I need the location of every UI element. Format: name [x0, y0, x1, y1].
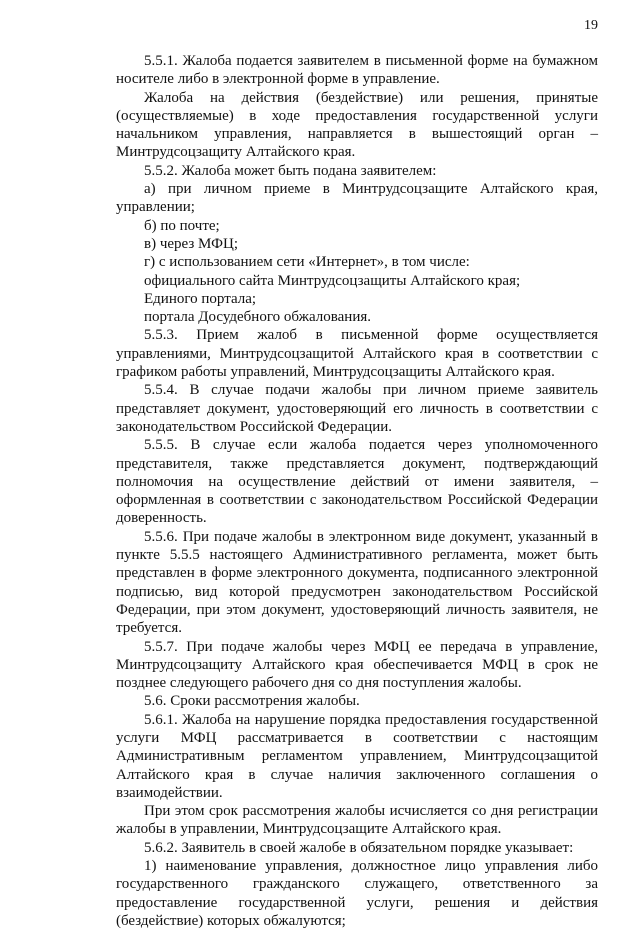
list-subitem-official-site: официального сайта Минтрудсоцзащиты Алтайского края;	[144, 272, 521, 289]
paragraph-5-5-7: 5.5.7. При подаче жалобы через МФЦ ее передача в управление, Минтрудсоцзащиту Алтайского края обеспечивается МФЦ в срок не позднее следующего рабочего дня со дня поступления жалобы.	[116, 638, 598, 692]
section-heading-5-6: 5.6. Сроки рассмотрения жалобы.	[144, 693, 360, 710]
paragraph-5-6-1: 5.6.1. Жалоба на нарушение порядка предоставления государственной услуги МФЦ рассматривается в соответствии с настоящим Административным регламентом управлением, Минтрудсоцзащитой Алтайского края в случае наличия заключенного соглашения о взаимодействии.	[116, 711, 598, 801]
paragraph-5-5-2: 5.5.2. Жалоба может быть подана заявителем:	[144, 162, 437, 179]
paragraph-appeal-higher-body: Жалоба на действия (бездействие) или решения, принятые (осуществляемые) в ходе предоставления государственной услуги начальником управления, направляется в вышестоящий орган – Минтрудсоцзащиту Алтайского края.	[116, 89, 598, 161]
paragraph-5-5-5: 5.5.5. В случае если жалоба подается через уполномоченного представителя, также представляется документ, подтверждающий полномочия на осуществление действий от имени заявителя, – оформленная в соответствии с законодательством Российской Федерации доверенность.	[116, 437, 598, 527]
paragraph-5-5-3: 5.5.3. Прием жалоб в письменной форме осуществляется управлениями, Минтрудсоцзащитой Алтайского края в соответствии с графиком работы управлений, Минтрудсоцзащиты Алтайского края.	[116, 327, 598, 381]
page-number: 19	[584, 18, 598, 33]
paragraph-review-period: При этом срок рассмотрения жалобы исчисляется со дня регистрации жалобы в управлении, Минтрудсоцзащите Алтайского края.	[116, 803, 598, 838]
paragraph-5-6-2: 5.6.2. Заявитель в своей жалобе в обязательном порядке указывает:	[144, 839, 574, 856]
list-subitem-pretrial-portal: портала Досудебного обжалования.	[144, 309, 371, 326]
paragraph-5-5-4: 5.5.4. В случае подачи жалобы при личном приеме заявитель представляет документ, удостоверяющий его личность в соответствии с законодательством Российской Федерации.	[116, 382, 598, 435]
paragraph-5-5-1: 5.5.1. Жалоба подается заявителем в письменной форме на бумажном носителе либо в электронной форме в управление.	[116, 53, 598, 88]
list-item-v: в) через МФЦ;	[144, 235, 239, 252]
list-item-b: б) по почте;	[144, 217, 220, 234]
paragraph-5-5-6: 5.5.6. При подаче жалобы в электронном виде документ, указанный в пункте 5.5.5 настоящего Административного регламента, может быть представлен в форме электронного документа, подписанного электронной подписью, вид которой предусмотрен законодательством Российской Федерации, при этом документ, удостоверяющий личность заявителя, не требуется.	[116, 528, 598, 637]
list-item-a: а) при личном приеме в Минтрудсоцзащите Алтайского края, управлении;	[116, 181, 598, 216]
list-item-g: г) с использованием сети «Интернет», в том числе:	[144, 254, 470, 271]
list-item-1: 1) наименование управления, должностное лицо управления либо государственного гражданского служащего, ответственного за предоставление государственной услуги, решения и действия (бездействие) которых обжалуются;	[116, 858, 598, 929]
list-subitem-unified-portal: Единого портала;	[144, 290, 257, 307]
